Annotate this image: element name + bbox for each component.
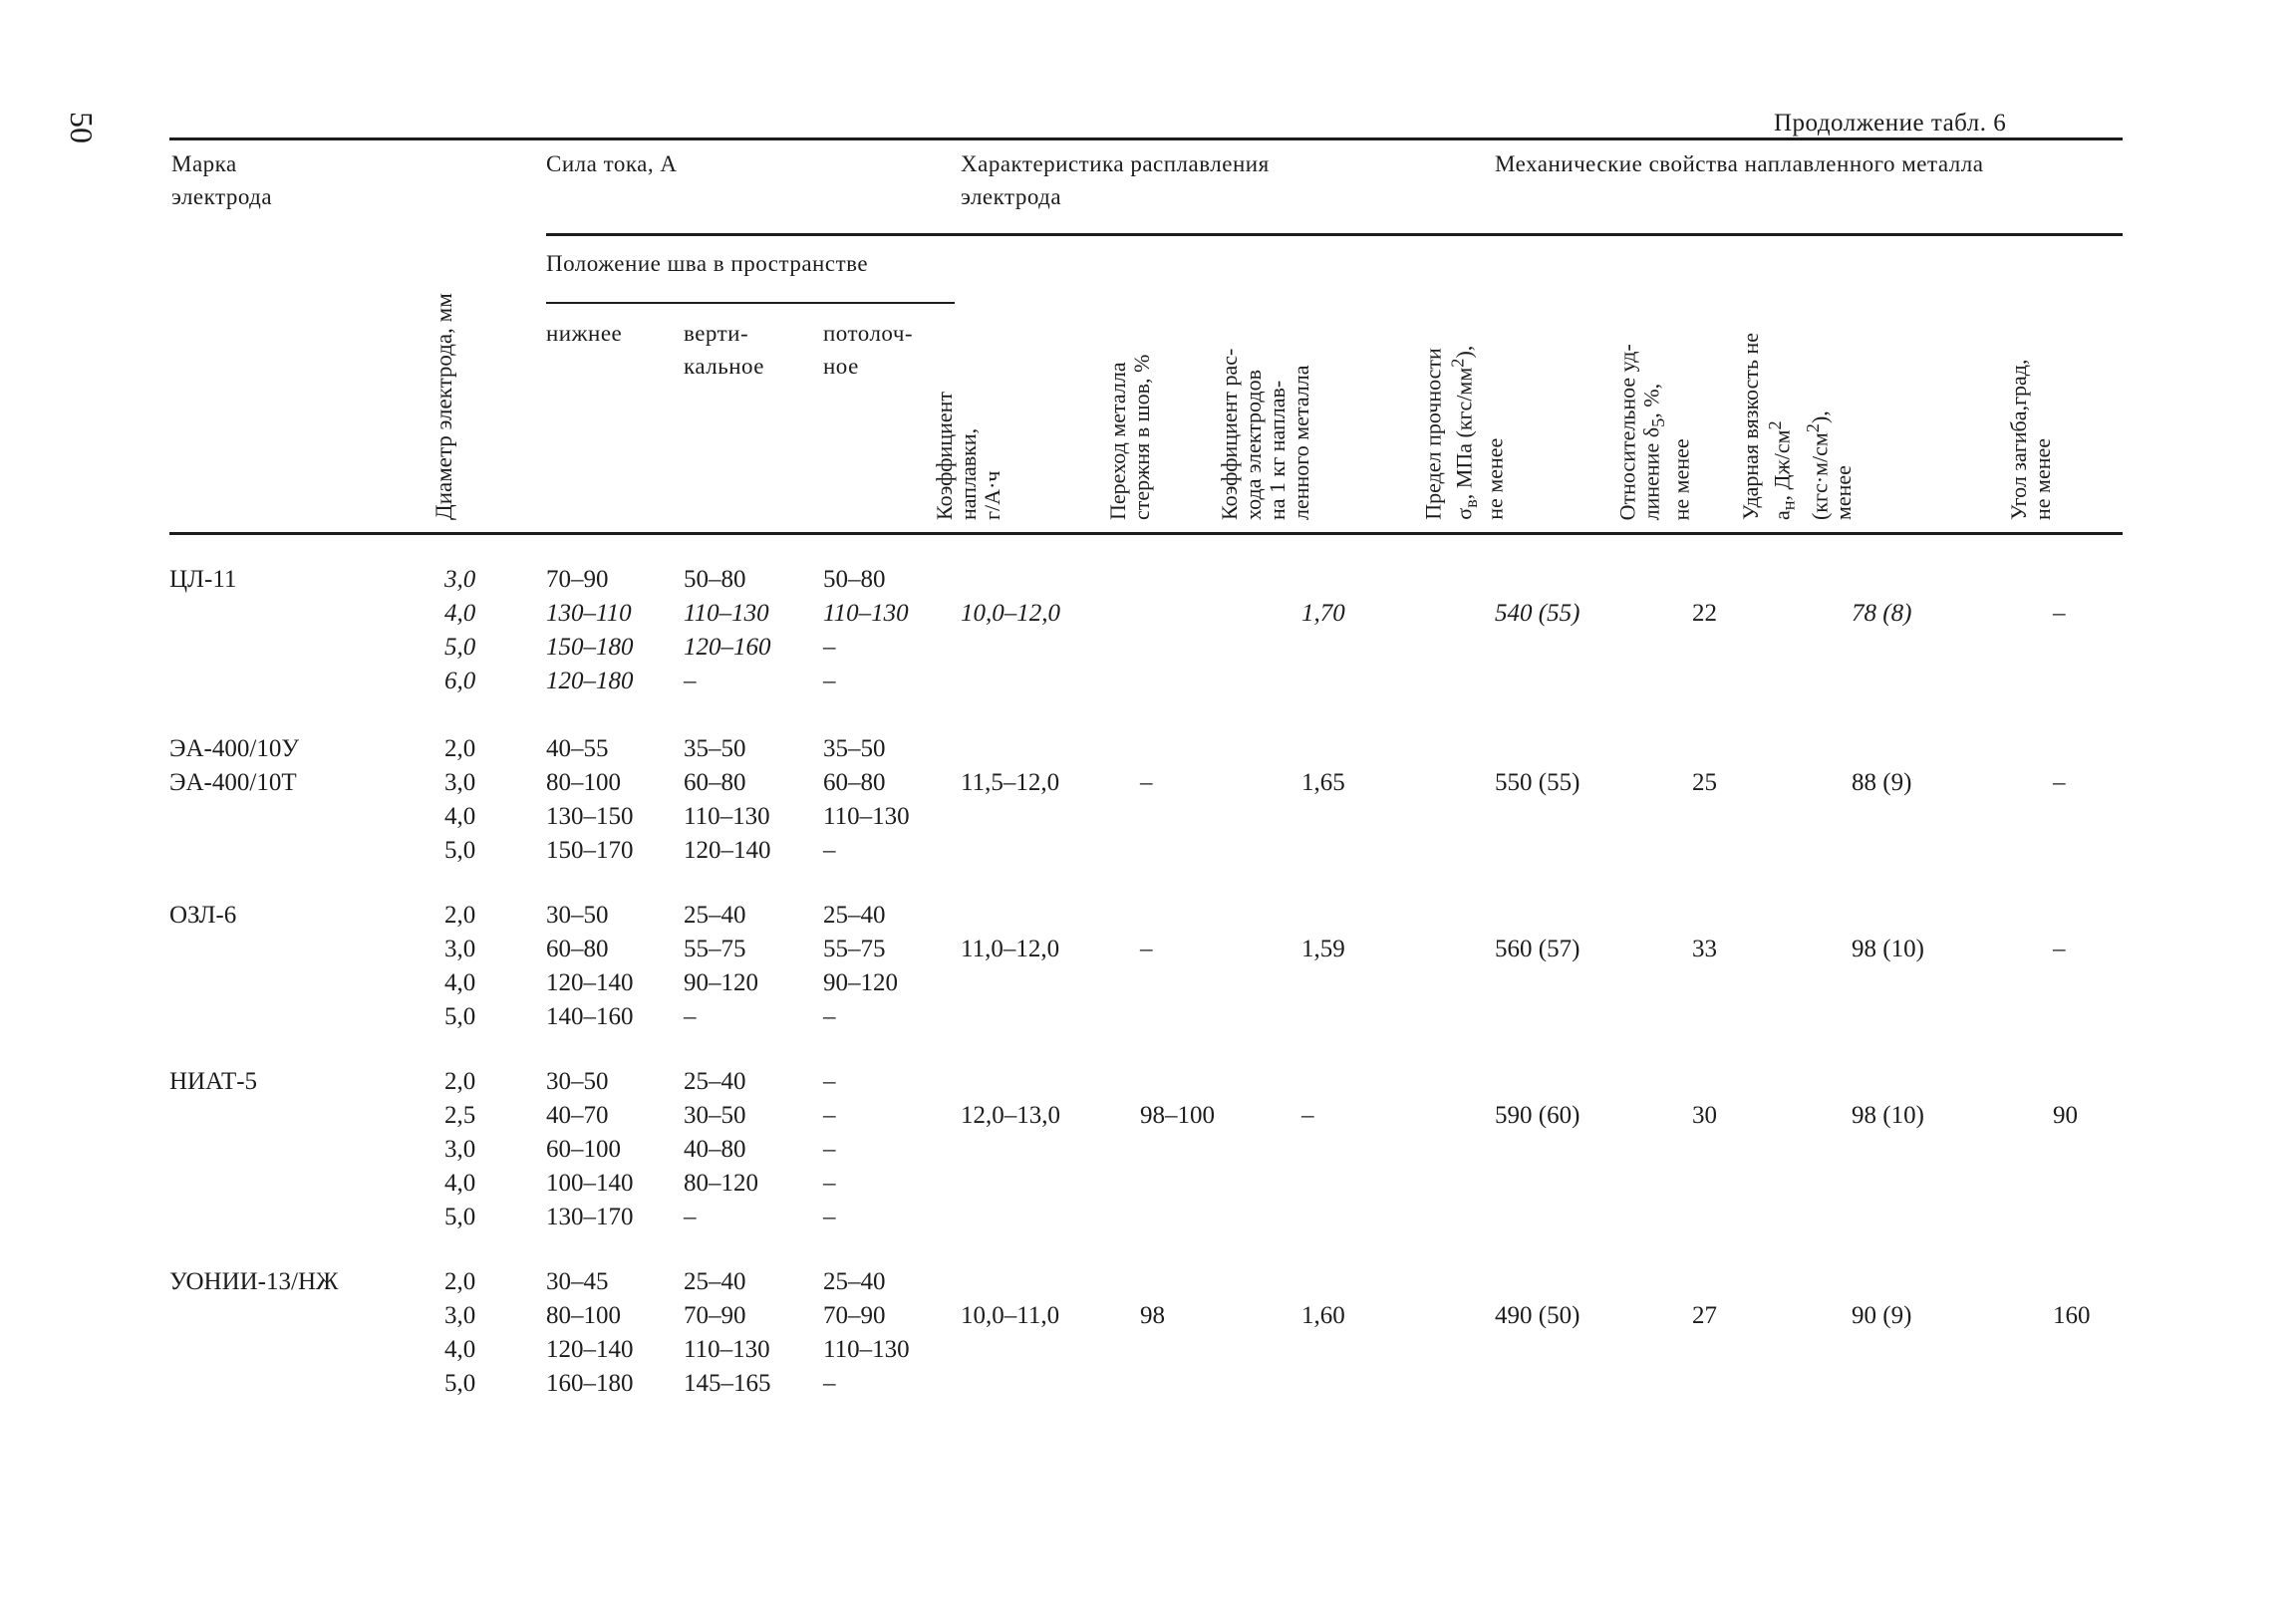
coef-cons-value: 1,60 (1301, 1302, 1345, 1329)
elongation-value: 27 (1692, 1302, 1717, 1329)
ceiling-value: 35–50 (823, 735, 886, 762)
header-marka: Марка электрода (171, 151, 273, 209)
diameters-value: 4,0 (444, 969, 476, 996)
ceiling-value: – (823, 1003, 836, 1030)
lower-value: 40–55 (546, 735, 609, 762)
lower-value: 130–110 (546, 600, 632, 627)
diameters-value: 5,0 (444, 634, 476, 661)
vertical-value: 30–50 (684, 1102, 746, 1129)
diameters-value: 5,0 (444, 1204, 476, 1230)
header-vertical: верти- кальное (684, 321, 765, 379)
electrode-brand: ЦЛ-11 (169, 566, 237, 593)
ceiling-value: 110–130 (823, 1336, 910, 1363)
lower-value: 130–170 (546, 1204, 634, 1230)
lower-value: 120–140 (546, 969, 634, 996)
ceiling-value: – (823, 1102, 836, 1129)
ceiling-value: 55–75 (823, 936, 886, 962)
vertical-value: 60–80 (684, 769, 746, 796)
ceiling-value: – (823, 837, 836, 864)
impact-value: 98 (10) (1852, 936, 1924, 962)
ceiling-value: – (823, 668, 836, 694)
lower-value: 60–100 (546, 1136, 621, 1163)
lower-value: 120–180 (546, 668, 634, 694)
diameters-value: 5,0 (444, 1370, 476, 1397)
lower-value: 150–180 (546, 634, 634, 661)
lower-value: 130–150 (546, 803, 634, 830)
vertical-value: 120–160 (684, 634, 771, 661)
header-position: Положение шва в пространстве (546, 251, 869, 276)
vertical-value: 80–120 (684, 1170, 758, 1197)
ceiling-value: 110–130 (823, 803, 910, 830)
ceiling-value: – (823, 1204, 836, 1230)
coef-melt-value: 11,0–12,0 (961, 936, 1060, 962)
diameters-value: 3,0 (444, 1136, 476, 1163)
lower-value: 160–180 (546, 1370, 634, 1397)
page-number: 50 (64, 112, 100, 143)
diameters-value: 2,0 (444, 1268, 476, 1295)
ceiling-value: 60–80 (823, 769, 886, 796)
ceiling-value: 110–130 (823, 600, 909, 627)
ceiling-value: – (823, 1068, 836, 1095)
diameters-value: 2,0 (444, 735, 476, 762)
lower-value: 30–50 (546, 1068, 609, 1095)
lower-value: 60–80 (546, 936, 609, 962)
diameters-value: 6,0 (444, 668, 476, 694)
vertical-value: 145–165 (684, 1370, 771, 1397)
ceiling-value: 70–90 (823, 1302, 886, 1329)
electrode-brand: НИАТ-5 (169, 1068, 258, 1095)
ceiling-value: 90–120 (823, 969, 898, 996)
lower-value: 40–70 (546, 1102, 609, 1129)
ceiling-value: – (823, 634, 836, 661)
diameters-value: 4,0 (444, 1170, 476, 1197)
header-melting: Характеристика расплавления электрода (961, 151, 1270, 209)
elongation-value: 22 (1692, 600, 1717, 627)
vertical-value: 70–90 (684, 1302, 746, 1329)
ceiling-value: – (823, 1170, 836, 1197)
ceiling-value: 50–80 (823, 566, 886, 593)
header-bottom-rule (169, 532, 2123, 535)
transfer-value: – (1140, 936, 1153, 962)
vertical-value: 55–75 (684, 936, 746, 962)
header-current: Сила тока, А (546, 151, 678, 176)
transfer-value: – (1140, 769, 1153, 796)
ceiling-value: – (823, 1370, 836, 1397)
coef-cons-value: 1,65 (1301, 769, 1345, 796)
electrode-brand: УОНИИ-13/НЖ (169, 1268, 339, 1295)
electrode-brand: ЭА-400/10У (169, 735, 300, 762)
diameters-value: 2,0 (444, 902, 476, 929)
diameters-value: 5,0 (444, 1003, 476, 1030)
vertical-value: 25–40 (684, 1068, 746, 1095)
coef-melt-value: 10,0–11,0 (961, 1302, 1060, 1329)
header-mechanical: Механические свойства наплавленного металла (1495, 151, 1984, 176)
impact-value: 98 (10) (1852, 1102, 1924, 1129)
diameters-value: 5,0 (444, 837, 476, 864)
transfer-value: 98 (1140, 1302, 1165, 1329)
vertical-value: – (684, 1204, 697, 1230)
diameters-value: 3,0 (444, 769, 476, 796)
table-continuation-label: Продолжение табл. 6 (1774, 110, 2007, 136)
coef-melt-value: 11,5–12,0 (961, 769, 1060, 796)
impact-value: 88 (9) (1852, 769, 1912, 796)
vertical-value: – (684, 1003, 697, 1030)
diameters-value: 3,0 (444, 936, 476, 962)
coef-cons-value: – (1301, 1102, 1314, 1129)
vertical-value: 50–80 (684, 566, 746, 593)
diameters-value: 4,0 (444, 600, 476, 627)
ceiling-value: – (823, 1136, 836, 1163)
ceiling-value: 25–40 (823, 1268, 886, 1295)
coef-cons-value: 1,70 (1301, 600, 1345, 627)
vertical-value: 25–40 (684, 1268, 746, 1295)
lower-value: 140–160 (546, 1003, 634, 1030)
vertical-value: 90–120 (684, 969, 758, 996)
strength-value: 560 (57) (1495, 936, 1580, 962)
transfer-value: 98–100 (1140, 1102, 1215, 1129)
bend-value: 160 (2053, 1302, 2091, 1329)
coef-melt-value: 10,0–12,0 (961, 600, 1060, 627)
ceiling-value: 25–40 (823, 902, 886, 929)
vertical-value: – (684, 668, 697, 694)
diameters-value: 4,0 (444, 1336, 476, 1363)
lower-value: 120–140 (546, 1336, 634, 1363)
vertical-value: 40–80 (684, 1136, 746, 1163)
electrode-brand: ОЗЛ-6 (169, 902, 237, 929)
strength-value: 540 (55) (1495, 600, 1580, 627)
diameters-value: 3,0 (444, 1302, 476, 1329)
position-header-rule (546, 302, 955, 304)
vertical-value: 35–50 (684, 735, 746, 762)
electrode-brand: ЭА-400/10Т (169, 769, 297, 796)
bend-value: – (2053, 769, 2066, 796)
vertical-value: 120–140 (684, 837, 771, 864)
impact-value: 78 (8) (1852, 600, 1912, 627)
header-ceiling: потолоч- ное (823, 321, 914, 379)
elongation-value: 25 (1692, 769, 1717, 796)
diameters-value: 4,0 (444, 803, 476, 830)
bend-value: 90 (2053, 1102, 2078, 1129)
table-top-rule (169, 137, 2123, 140)
strength-value: 490 (50) (1495, 1302, 1580, 1329)
coef-cons-value: 1,59 (1301, 936, 1345, 962)
header-lower: нижнее (546, 321, 623, 346)
vertical-value: 110–130 (684, 600, 769, 627)
bend-value: – (2053, 936, 2066, 962)
elongation-value: 30 (1692, 1102, 1717, 1129)
lower-value: 30–50 (546, 902, 609, 929)
lower-value: 30–45 (546, 1268, 609, 1295)
lower-value: 80–100 (546, 1302, 621, 1329)
strength-value: 550 (55) (1495, 769, 1580, 796)
diameters-value: 2,5 (444, 1102, 476, 1129)
diameters-value: 2,0 (444, 1068, 476, 1095)
vertical-value: 25–40 (684, 902, 746, 929)
strength-value: 590 (60) (1495, 1102, 1580, 1129)
lower-value: 100–140 (546, 1170, 634, 1197)
coef-melt-value: 12,0–13,0 (961, 1102, 1060, 1129)
lower-value: 80–100 (546, 769, 621, 796)
elongation-value: 33 (1692, 936, 1717, 962)
lower-value: 70–90 (546, 566, 609, 593)
vertical-value: 110–130 (684, 1336, 770, 1363)
diameters-value: 3,0 (444, 566, 476, 593)
bend-value: – (2053, 600, 2066, 627)
current-header-rule (546, 233, 2123, 236)
lower-value: 150–170 (546, 837, 634, 864)
impact-value: 90 (9) (1852, 1302, 1912, 1329)
vertical-value: 110–130 (684, 803, 770, 830)
